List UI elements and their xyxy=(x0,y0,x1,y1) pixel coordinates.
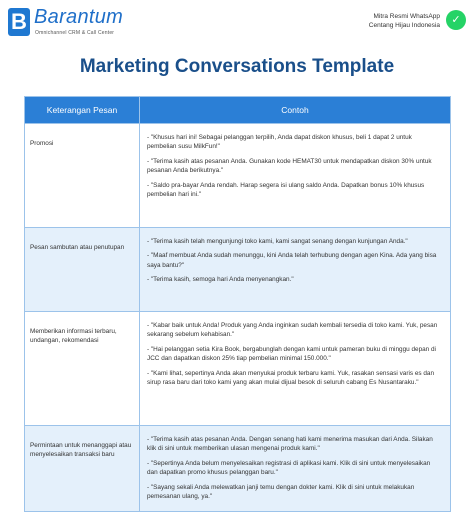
column-header-example: Contoh xyxy=(140,97,451,124)
row-label: Pesan sambutan atau penutupan xyxy=(25,228,140,312)
template-table xyxy=(24,96,451,512)
example-text: - "Terima kasih, semoga hari Anda menyenangkan." xyxy=(147,276,294,284)
row-examples xyxy=(140,426,451,512)
whatsapp-verified-icon: ✓ xyxy=(446,10,466,30)
page-header xyxy=(0,0,474,48)
row-label: Memberikan informasi terbaru, undangan, rekomendasi xyxy=(25,312,140,426)
row-label: Promosi xyxy=(25,124,140,228)
example-text: - "Terima kasih atas pesanan Anda. Gunakan kode HEMAT30 untuk mendapatkan diskon 30% untuk pesanan Anda berikutnya." xyxy=(147,157,432,175)
table-row xyxy=(25,312,451,426)
row-label: Permintaan untuk menanggapi atau menyelesaikan transaksi baru xyxy=(25,426,140,512)
page-title: Marketing Conversations Template xyxy=(79,56,395,77)
example-text: - "Khusus hari ini! Sebagai pelanggan terpilih, Anda dapat diskon khusus, beli 1 dapat 2 untuk pembelian susu MilkFun!" xyxy=(147,134,412,151)
brand-name: Barantum xyxy=(34,6,124,28)
example-text: - "Terima kasih telah mengunjungi toko kami, kami sangat senang dengan kunjungan Anda." xyxy=(147,238,408,245)
example-text: - "Sayang sekali Anda melewatkan janji temu dengan dokter kami. Klik di sini untuk melakukan pemesanan ulang, ya." xyxy=(147,483,415,501)
example-text: - "Terima kasih atas pesanan Anda. Dengan senang hati kami menerima masukan dari Anda. Silakan klik di sini untuk memberikan ulasan mengenai produk kami." xyxy=(147,436,433,453)
table-row xyxy=(25,426,451,512)
partner-line-2: Centang Hijau Indonesia xyxy=(368,22,440,29)
table-header-row xyxy=(25,97,451,124)
brand-tagline: Omnichannel CRM & Call Center xyxy=(35,30,115,36)
table-row xyxy=(25,124,451,228)
column-header-description: Keterangan Pesan xyxy=(25,97,140,124)
example-text: - "Kabar baik untuk Anda! Produk yang Anda inginkan sudah kembali tersedia di toko kami. Yuk, pesan sekarang sebelum kehabisan." xyxy=(147,322,438,339)
example-text: - "Kami lihat, sepertinya Anda akan menyukai produk terbaru kami. Yuk, rasakan sensasi varis es dan sirup rasa baru dari toko kami yang akan mulai dijual besok di seluruh cabang Es Nusantaraku." xyxy=(147,369,435,387)
example-text: - "Saldo pra-bayar Anda rendah. Harap segera isi ulang saldo Anda. Dapatkan bonus 10% khusus pembelian hari ini." xyxy=(147,181,425,199)
partner-line-1: Mitra Resmi WhatsApp xyxy=(373,13,440,20)
example-text: - "Maaf membuat Anda sudah menunggu, kini Anda telah terhubung dengan agen Kina. Ada yang bisa saya bantu?" xyxy=(147,252,437,269)
example-text: - "Sepertinya Anda belum menyelesaikan registrasi di aplikasi kami. Klik di sini untuk menyelesaikan dan dapatkan promo khusus pelanggan baru." xyxy=(147,459,431,477)
table-row xyxy=(25,228,451,312)
row-examples xyxy=(140,228,451,312)
example-text: - "Hai pelanggan setia Kira Book, bergabunglah dengan kami untuk pameran buku di minggu depan di JCC dan dapatkan diskon 25% tiap pembelian minimal 150.000." xyxy=(147,345,436,363)
row-examples xyxy=(140,312,451,426)
partner-badge-text xyxy=(369,12,440,30)
row-examples xyxy=(140,124,451,228)
barantum-logo-icon: B xyxy=(8,8,30,36)
